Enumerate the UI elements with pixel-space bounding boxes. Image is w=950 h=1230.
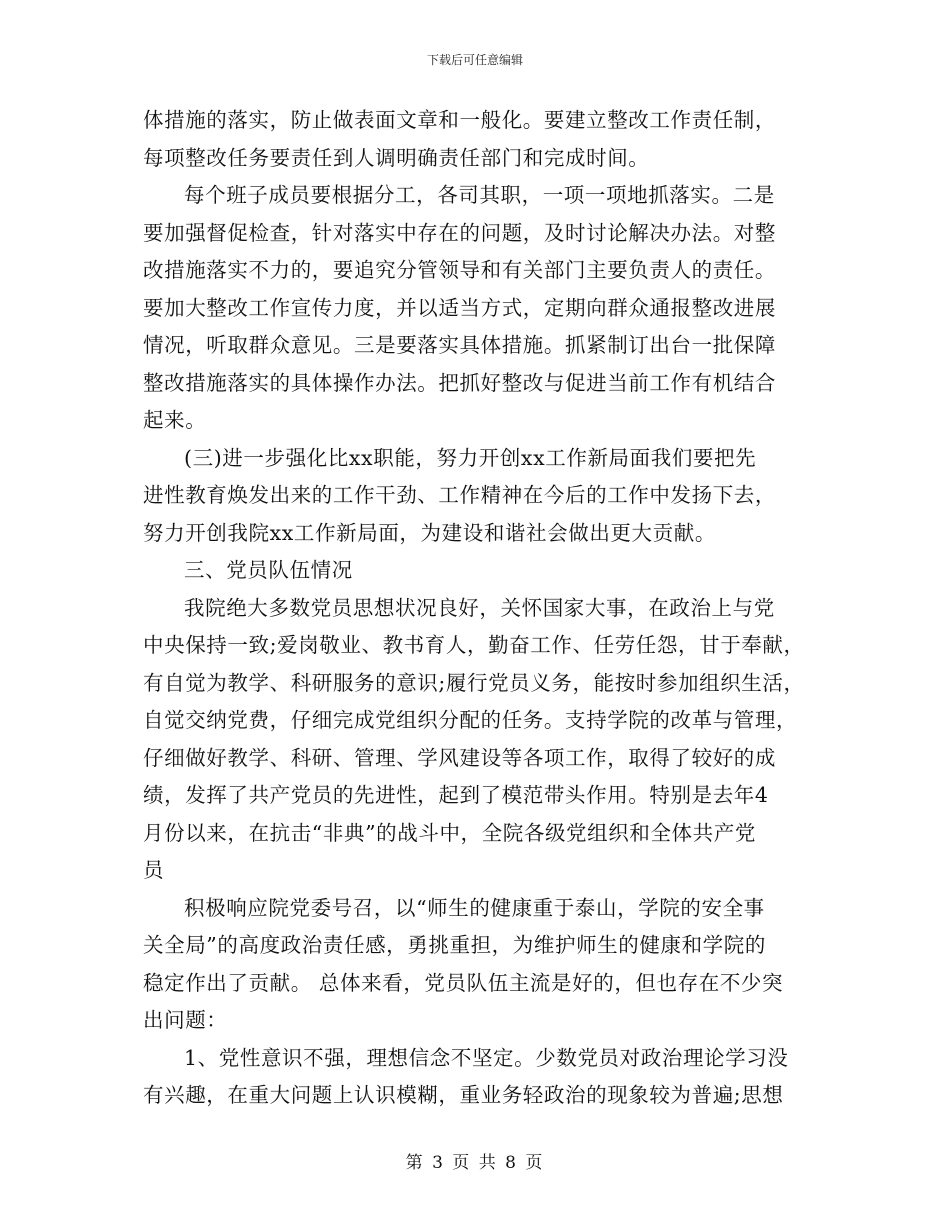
text-line: 月份以来，在抗击“非典”的战斗中，全院各级党组织和全体共产党: [143, 820, 756, 845]
text-line: 自觉交纳党费，仔细完成党组织分配的任务。支持学院的改革与管理，: [143, 708, 798, 732]
text-line: 1、党性意识不强，理想信念不坚定。少数党员对政治理论学习没: [184, 1045, 789, 1070]
text-line: 有兴趣，在重大问题上认识模糊，重业务轻政治的现象较为普遍;思想: [143, 1083, 784, 1107]
text-line: 三、党员队伍情况: [184, 558, 353, 582]
text-line: 整改措施落实的具体操作办法。把抓好整改与促进当前工作有机结合: [143, 370, 776, 395]
text-line: 努力开创我院xx工作新局面，为建设和谐社会做出更大贡献。: [143, 520, 716, 545]
text-line: 我院绝大多数党员思想状况良好，关怀国家大事，在政治上与党: [184, 595, 775, 620]
text-line: 中央保持一致;爱岗敬业、教书育人，勤奋工作、任劳任怨，甘于奉献，: [143, 633, 805, 657]
text-line: 每个班子成员要根据分工，各司其职，一项一项地抓落实。二是: [184, 183, 775, 207]
text-line: 关全局”的高度政治责任感，勇挑重担，为维护师生的健康和学院的: [143, 933, 766, 957]
text-line: 绩，发挥了共产党员的先进性，起到了模范带头作用。特别是去年4: [143, 783, 769, 807]
document-body: [143, 102, 823, 1115]
page-header-note: 下载后可任意编辑: [426, 53, 523, 67]
text-line: 有自觉为教学、科研服务的意识;履行党员义务，能按时参加组织生活，: [143, 670, 805, 695]
text-line: 要加大整改工作宣传力度，并以适当方式，定期向群众通报整改进展: [143, 295, 776, 320]
text-line: 改措施落实不力的，要追究分管领导和有关部门主要负责人的责任。: [143, 258, 776, 282]
page-number-footer: 第 3 页 共 8 页: [405, 1153, 545, 1173]
text-line: 起来。: [143, 408, 207, 432]
text-line: (三)进一步强化比xx职能，努力开创xx工作新局面我们要把先: [184, 445, 757, 470]
text-line: 要加强督促检查，针对落实中存在的问题，及时讨论解决办法。对整: [143, 220, 776, 245]
text-line: 情况，听取群众意见。三是要落实具体措施。抓紧制订出台一批保障: [143, 333, 776, 357]
text-line: 出问题：: [143, 1008, 228, 1032]
text-line: 进性教育焕发出来的工作干劲、工作精神在今后的工作中发扬下去，: [143, 483, 776, 507]
text-line: 体措施的落实，防止做表面文章和一般化。要建立整改工作责任制，: [143, 108, 776, 132]
text-line: 仔细做好教学、科研、管理、学风建设等各项工作，取得了较好的成: [143, 745, 776, 770]
text-line: 稳定作出了贡献。 总体来看，党员队伍主流是好的，但也存在不少突: [143, 970, 784, 995]
text-line: 每项整改任务要责任到人调明确责任部门和完成时间。: [143, 145, 650, 170]
text-line: 员: [143, 858, 165, 882]
text-line: 积极响应院党委号召，以“师生的健康重于泰山，学院的安全事: [184, 895, 765, 920]
